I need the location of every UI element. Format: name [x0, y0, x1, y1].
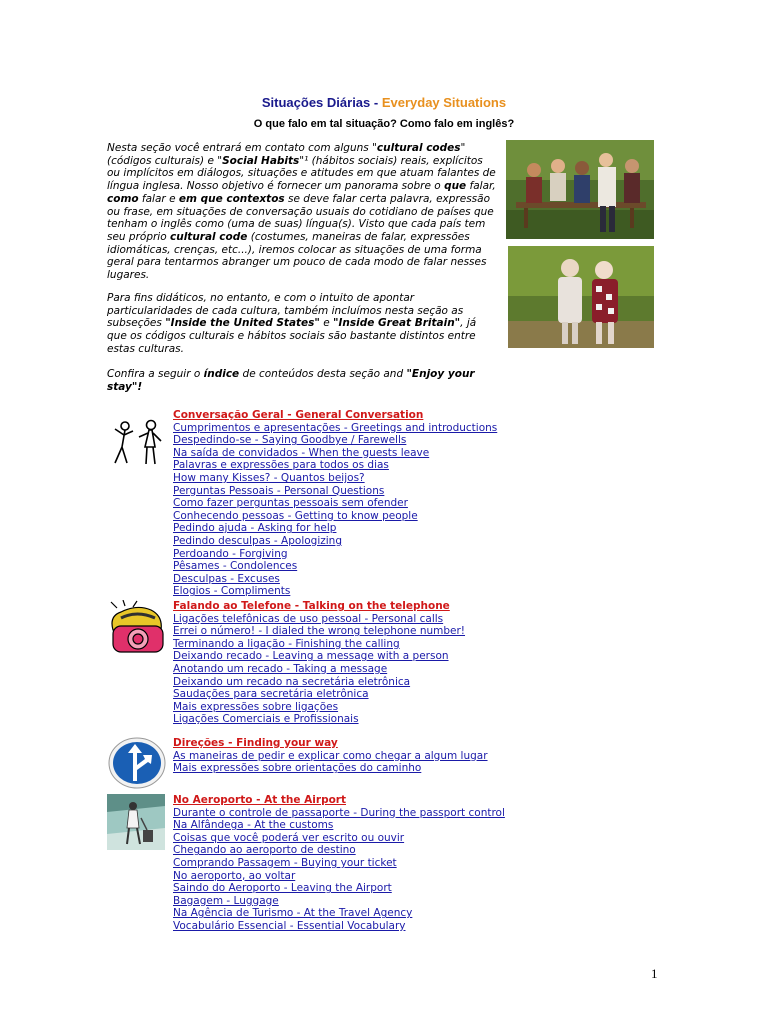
body-text: falar e [138, 192, 179, 205]
topic-link[interactable]: Despedindo-se - Saying Goodbye / Farewells [173, 434, 407, 447]
title-portuguese: Situações Diárias - [261, 95, 382, 110]
body-text: Nesta seção você entrará em contato com alguns " [107, 142, 377, 154]
emphasis-text: índice [203, 368, 240, 380]
topic-link[interactable]: Durante o controle de passaporte - During the passport control [173, 806, 505, 819]
body-text: e [319, 317, 334, 330]
body-text: Para fins didáticos, no entanto, e com o intuito de apontar particularidades de cada cultura, também incluímos nesta seção as subseções [107, 292, 464, 330]
topic-link[interactable]: Cumprimentos e apresentações - Greetings and introductions [173, 421, 498, 434]
topic-link[interactable]: Conhecendo pessoas - Getting to know people [173, 509, 418, 522]
topic-link[interactable]: Pedindo ajuda - Asking for help [173, 522, 337, 535]
emphasis-text: "Inside Great Britain" [333, 317, 461, 330]
topic-link[interactable]: As maneiras de pedir e explicar como chegar a algum lugar [173, 749, 488, 762]
emphasis-text: Social Habits [222, 154, 300, 167]
section-talking-on-telephone [173, 600, 465, 726]
topic-link[interactable]: No aeroporto, ao voltar [173, 869, 296, 882]
topic-link[interactable]: Anotando um recado - Taking a message [173, 662, 388, 675]
section-general-conversation [173, 409, 497, 598]
airport-icon [107, 794, 165, 850]
body-text: se deve falar certa palavra, expressão ou frase, em situações de conversação usuais do cotidiano de países que tenham o inglês como (uma de suas) língua(s). Visto que cada país tem seu próprio [107, 192, 494, 243]
topic-link[interactable]: Deixando recado - Leaving a message with a person [173, 650, 449, 663]
section-at-the-airport [173, 794, 505, 933]
section-finding-your-way [173, 737, 488, 775]
topic-link[interactable]: Como fazer perguntas pessoais sem ofender [173, 497, 408, 510]
photo-elderly-women-walking [508, 246, 654, 348]
topic-link[interactable]: Na Alfândega - At the customs [173, 819, 334, 832]
emphasis-text: em que contextos [178, 192, 285, 205]
topic-link[interactable]: Saudações para secretária eletrônica [173, 688, 369, 701]
title-english: Everyday Situations [381, 95, 507, 110]
direction-sign-icon [107, 737, 167, 789]
topic-link[interactable]: Vocabulário Essencial - Essential Vocabulary [173, 919, 406, 932]
photo-friends-on-bench [506, 140, 654, 239]
page-number: 1 [651, 966, 658, 981]
topic-link[interactable]: Terminando a ligação - Finishing the calling [173, 637, 400, 650]
page-subtitle: O que falo em tal situação? Como falo em inglês? [253, 118, 515, 130]
topic-link[interactable]: Pedindo desculpas - Apologizing [173, 534, 342, 547]
emphasis-text: "Inside the United States" [165, 317, 320, 330]
body-text: falar, [466, 180, 496, 193]
topic-link[interactable]: Desculpas - Excuses [173, 572, 280, 585]
emphasis-text: como [107, 192, 139, 205]
topic-link[interactable]: Perguntas Pessoais - Personal Questions [173, 484, 385, 497]
topic-link[interactable]: Bagagem - Luggage [173, 894, 279, 907]
section-header-link[interactable]: Conversação Geral - General Conversation [173, 409, 424, 421]
emphasis-text: cultural codes [376, 142, 461, 154]
topic-link[interactable]: Chegando ao aeroporto de destino [173, 844, 356, 857]
body-text: "¹ (hábitos sociais) reais, explícitos ou implícitos em diálogos, situações e atitudes em que atuam falantes de língua inglesa. Nosso objetivo é fornecer um panorama sobre o [107, 154, 496, 193]
topic-link[interactable]: How many Kisses? - Quantos beijos? [173, 471, 365, 484]
topic-link[interactable]: Ligações telefônicas de uso pessoal - Personal calls [173, 612, 444, 625]
intro-paragraph-2 [107, 292, 497, 356]
section-header-link[interactable]: No Aeroporto - At the Airport [173, 794, 347, 806]
section-header-link[interactable]: Falando ao Telefone - Talking on the telephone [173, 600, 450, 612]
body-text: (costumes, maneiras de falar, expressões idiomáticas, crenças, etc...), iremos colocar as situações de uma forma geral para tentarmos abranger um pouco de cada modo de falar nesses lugares. [107, 230, 487, 282]
body-text: , já que os códigos culturais e hábitos sociais são bastante distintos entre estas culturas. [107, 317, 477, 355]
emphasis-text: cultural code [170, 230, 248, 243]
topic-link[interactable]: Mais expressões sobre orientações do caminho [173, 762, 422, 775]
intro-paragraph-3 [107, 368, 497, 393]
topic-link[interactable]: Palavras e expressões para todos os dias [173, 459, 389, 472]
topic-link[interactable]: Errei o número! - I dialed the wrong telephone number! [173, 625, 466, 638]
topic-link[interactable]: Na Agência de Turismo - At the Travel Agency [173, 907, 413, 920]
people-talking-icon [107, 417, 167, 467]
topic-link[interactable]: Na saída de convidados - When the guests leave [173, 446, 430, 459]
telephone-icon [107, 600, 169, 658]
topic-link[interactable]: Saindo do Aeroporto - Leaving the Airport [173, 882, 392, 895]
topic-link[interactable]: Perdoando - Forgiving [173, 547, 288, 560]
page-title [0, 95, 768, 110]
topic-link[interactable]: Mais expressões sobre ligações [173, 700, 339, 713]
topic-link[interactable]: Comprando Passagem - Buying your ticket [173, 856, 397, 869]
intro-paragraph-1 [107, 142, 497, 282]
topic-link[interactable]: Elogios - Compliments [173, 585, 291, 598]
topic-link[interactable]: Ligações Comerciais e Profissionais [173, 713, 359, 726]
emphasis-text: que [444, 180, 467, 193]
topic-link[interactable]: Deixando um recado na secretária eletrônica [173, 675, 411, 688]
body-text: de conteúdos desta seção and [239, 368, 407, 380]
section-header-link[interactable]: Direções - Finding your way [173, 737, 338, 749]
emphasis-text: "Enjoy your stay"! [107, 368, 475, 393]
body-text: " (códigos culturais) e " [107, 142, 466, 167]
topic-link[interactable]: Pêsames - Condolences [173, 560, 298, 573]
body-text: Confira a seguir o [107, 368, 204, 380]
topic-link[interactable]: Coisas que você poderá ver escrito ou ouvir [173, 831, 405, 844]
